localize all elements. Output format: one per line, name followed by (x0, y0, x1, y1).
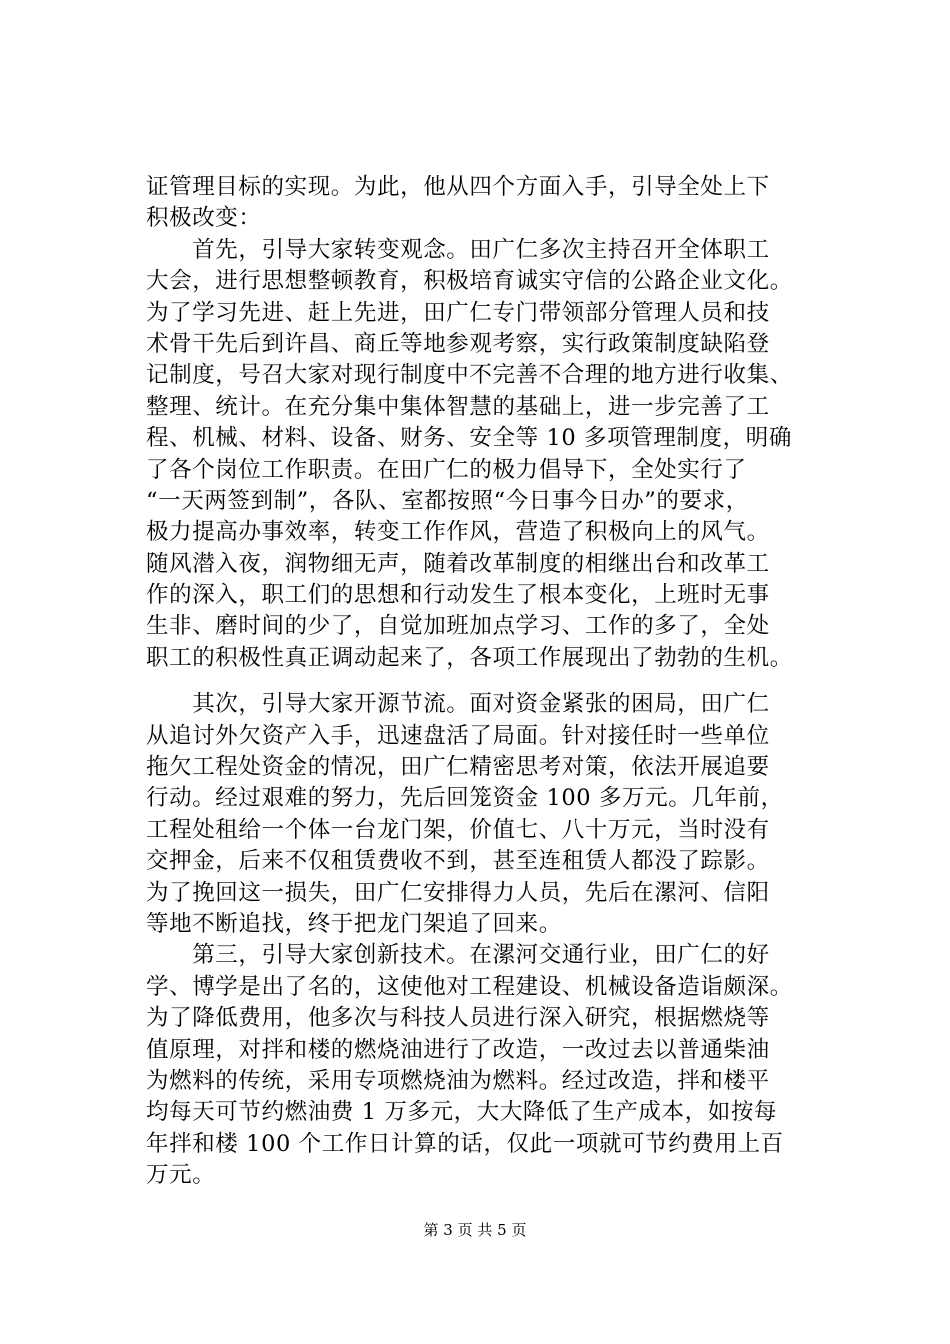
text-line: 拖欠工程处资金的情况，田广仁精密思考对策，依法开展追要 (146, 754, 770, 781)
paragraph-4 (146, 940, 806, 1191)
text-line: 生非、磨时间的少了，自觉加班加点学习、工作的多了，全处 (146, 613, 770, 640)
text-line: 工程处租给一个体一台龙门架，价值七、八十万元，当时没有 (146, 816, 770, 843)
text-line: 极力提高办事效率，转变工作作风，营造了积极向上的风气。 (146, 519, 770, 546)
page-footer (0, 1220, 950, 1240)
text-line: 等地不断追找，终于把龙门架追了回来。 (146, 910, 562, 937)
text-line: 为了挽回这一损失，田广仁安排得力人员，先后在漯河、信阳 (146, 879, 770, 906)
text-line: 证管理目标的实现。为此，他从四个方面入手，引导全处上下 (146, 174, 770, 200)
text-line: 行动。经过艰难的努力，先后回笼资金 100 多万元。几年前， (146, 785, 784, 812)
paragraph-1 (146, 172, 806, 235)
page-number: 第 3 页 共 5 页 (423, 1221, 527, 1239)
text-line: 第三，引导大家创新技术。在漯河交通行业，田广仁的好 (146, 942, 770, 969)
text-line: 为燃料的传统，采用专项燃烧油为燃料。经过改造，拌和楼平 (146, 1067, 770, 1094)
text-line: 年拌和楼 100 个工作日计算的话，仅此一项就可节约费用上百 (146, 1130, 784, 1157)
text-line: 术骨干先后到许昌、商丘等地参观考察，实行政策制度缺陷登 (146, 330, 770, 357)
text-line: 程、机械、材料、设备、财务、安全等 10 多项管理制度，明确 (146, 425, 792, 452)
text-line: 为了学习先进、赶上先进，田广仁专门带领部分管理人员和技 (146, 299, 770, 326)
text-line: “一天两签到制”，各队、室都按照“今日事今日办”的要求， (146, 487, 749, 514)
text-line: 整理、统计。在充分集中集体智慧的基础上，进一步完善了工 (146, 393, 770, 420)
paragraph-gap (146, 674, 806, 689)
text-line: 万元。 (146, 1162, 216, 1189)
text-line: 首先，引导大家转变观念。田广仁多次主持召开全体职工 (146, 236, 770, 263)
text-line: 大会，进行思想整顿教育，积极培育诚实守信的公路企业文化。 (146, 268, 793, 295)
text-line: 了各个岗位工作职责。在田广仁的极力倡导下，全处实行了 (146, 456, 747, 483)
text-line: 职工的积极性真正调动起来了，各项工作展现出了勃勃的生机。 (146, 644, 793, 671)
text-line: 交押金，后来不仅租赁费收不到，甚至连租赁人都没了踪影。 (146, 848, 770, 875)
text-line: 随风潜入夜，润物细无声，随着改革制度的相继出台和改革工 (146, 550, 770, 577)
document-body (146, 172, 806, 1192)
text-line: 记制度，号召大家对现行制度中不完善不合理的地方进行收集、 (146, 362, 793, 389)
paragraph-3 (146, 689, 806, 940)
paragraph-2 (146, 235, 806, 674)
text-line: 从追讨外欠资产入手，迅速盘活了局面。针对接任时一些单位 (146, 722, 770, 749)
text-line: 其次，引导大家开源节流。面对资金紧张的困局，田广仁 (146, 691, 770, 718)
text-line: 值原理，对拌和楼的燃烧油进行了改造，一改过去以普通柴油 (146, 1036, 770, 1063)
text-line: 为了降低费用，他多次与科技人员进行深入研究，根据燃烧等 (146, 1005, 770, 1032)
text-line: 均每天可节约燃油费 1 万多元，大大降低了生产成本，如按每 (146, 1099, 778, 1126)
text-line: 积极改变： (146, 205, 262, 232)
text-line: 作的深入，职工们的思想和行动发生了根本变化，上班时无事 (146, 582, 770, 609)
text-line: 学、博学是出了名的，这使他对工程建设、机械设备造诣颇深。 (146, 973, 793, 1000)
